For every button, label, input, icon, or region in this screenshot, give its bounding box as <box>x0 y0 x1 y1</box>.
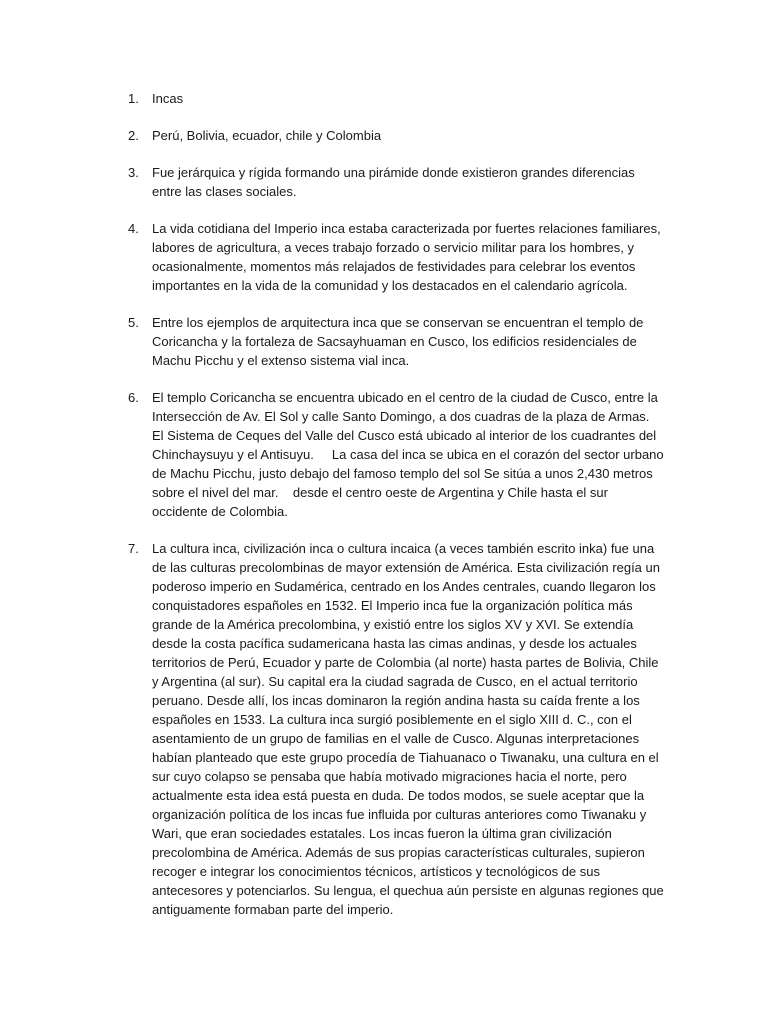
list-item-number: 5. <box>128 315 139 330</box>
list-item-number: 1. <box>128 91 139 106</box>
list-item-text: Fue jerárquica y rígida formando una pirámide donde existieron grandes diferencias entre las clases sociales. <box>152 165 639 199</box>
list-item-5 <box>124 313 664 370</box>
list-item-text: La vida cotidiana del Imperio inca estaba caracterizada por fuertes relaciones familiares, labores de agricultura, a veces trabajo forzado o servicio militar para los hombres, y ocasionalmente, momentos más relajados de festividades para celebrar los eventos importantes en la vida de la comunidad y los destacados en el calendario agrícola. <box>152 221 665 293</box>
list-item-text: El Sistema de Ceques del Valle del Cusco está ubicado al interior de los cuadrantes del Chinchaysuyu y el Antisuyu. La casa del inca se ubica en el corazón del sector urbano de Machu Picchu, justo debajo del famoso templo del sol Se sitúa a unos 2,430 metros sobre el nivel del mar. desde el centro oeste de Argentina y Chile hasta el sur occidente de Colombia. <box>152 428 668 519</box>
list-item-6 <box>124 388 668 521</box>
list-item-text: Perú, Bolivia, ecuador, chile y Colombia <box>152 128 382 143</box>
list-item-number: 2. <box>128 128 139 143</box>
numbered-answer-list <box>124 89 668 937</box>
list-item-4 <box>124 219 664 295</box>
list-item-1 <box>124 89 664 108</box>
list-item-text: El templo Coricancha se encuentra ubicado en el centro de la ciudad de Cusco, entre la Intersección de Av. El Sol y calle Santo Domingo, a dos cuadras de la plaza de Armas. <box>152 390 662 424</box>
list-item-7 <box>124 539 668 919</box>
list-item-number: 6. <box>128 390 139 405</box>
list-item-text: Entre los ejemplos de arquitectura inca que se conservan se encuentran el templo de Coricancha y la fortaleza de Sacsayhuaman en Cusco, los edificios residenciales de Machu Picchu y el extenso sistema vial inca. <box>152 315 648 368</box>
list-item-number: 4. <box>128 221 139 236</box>
list-item-text: Incas <box>152 91 184 106</box>
list-item-number: 7. <box>128 541 139 556</box>
list-item-2 <box>124 126 664 145</box>
list-item-number: 3. <box>128 165 139 180</box>
list-item-3 <box>124 163 664 201</box>
list-item-text: La cultura inca, civilización inca o cultura incaica (a veces también escrito inka) fue una de las culturas precolombinas de mayor extensión de América. Esta civilización regía un poderoso imperio en Sudamérica, centrado en los Andes centrales, cuando llegaron los conquistadores españoles en 1532. El Imperio inca fue la organización política más grande de la América precolombina, y existió entre los siglos XV y XVI. Se extendía desde la costa pacífica sudamericana hasta las cimas andinas, y desde los actuales territorios de Perú, Ecuador y parte de Colombia (al norte) hasta partes de Bolivia, Chile y Argentina (al sur). Su capital era la ciudad sagrada de Cusco, en el actual territorio peruano. Desde allí, los incas dominaron la región andina hasta su caída frente a los españoles en 1533. La cultura inca surgió posiblemente en el siglo XIII d. C., con el asentamiento de un grupo de familias en el valle de Cusco. Algunas interpretaciones habían planteado que este grupo procedía de Tiahuanaco o Tiwanaku, una cultura en el sur cuyo colapso se pensaba que había motivado migraciones hacia el norte, pero actualmente esta idea está puesta en duda. De todos modos, se suele aceptar que la organización política de los incas fue influida por culturas anteriores como Tiwanaku y Wari, que eran sociedades estatales. Los incas fueron la última gran civilización precolombina de América. Además de sus propias características culturales, supieron recoger e integrar los conocimientos técnicos, artísticos y tecnológicos de sus antecesores y potenciarlos. Su lengua, el quechua aún persiste en algunas regiones que antiguamente formaban parte del imperio. <box>152 541 668 917</box>
